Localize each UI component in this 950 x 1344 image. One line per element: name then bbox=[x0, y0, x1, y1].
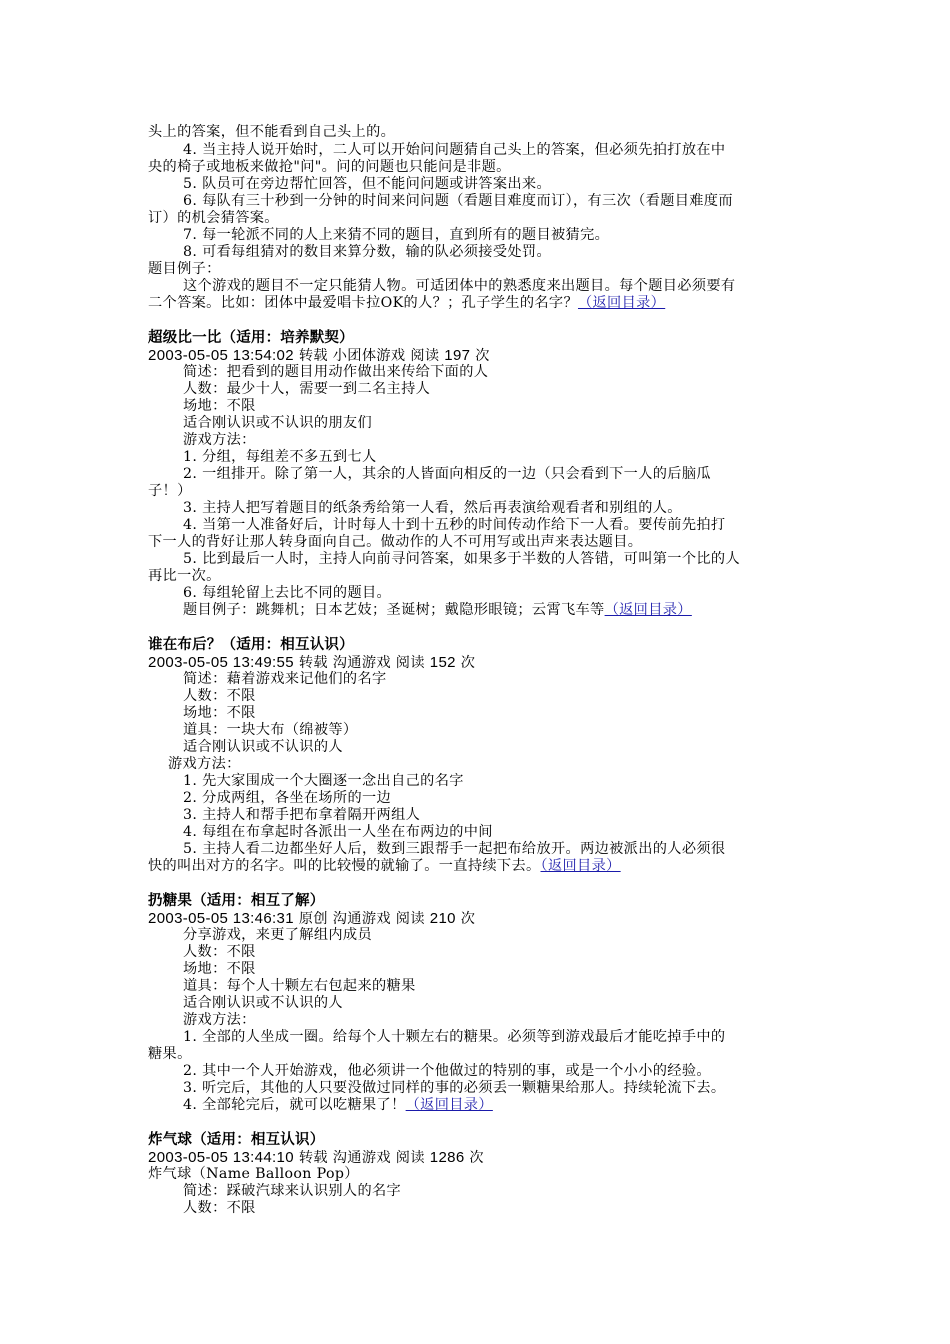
text-line: 2. 其中一个人开始游戏，他必须讲一个他做过的特别的事，或是一个小小的经验。 bbox=[183, 1063, 711, 1079]
text-line: 订）的机会猜答案。 bbox=[148, 210, 279, 226]
text-line: 简述：藉着游戏来记他们的名字 bbox=[183, 671, 387, 687]
section-title: 谁在布后？（适用：相互认识） bbox=[148, 637, 354, 653]
text-span: 二个答案。比如：团体中最爱唱卡拉OK的人？；孔子学生的名字？ bbox=[148, 295, 578, 311]
read-label: 阅读 bbox=[395, 655, 425, 671]
text-line: 6. 每组轮留上去比不同的题目。 bbox=[183, 585, 392, 601]
text-line: 子！） bbox=[148, 483, 192, 499]
read-unit: 次 bbox=[469, 1150, 484, 1166]
text-line: 分享游戏，来更了解组内成员 bbox=[183, 927, 372, 943]
text-line: 下一人的背好让那人转身面向自己。做动作的人不可用写或出声来表达题目。 bbox=[148, 534, 643, 550]
text-line: 道具：一块大布（绵被等） bbox=[183, 722, 358, 738]
text-line: 1. 分组，每组差不多五到七人 bbox=[183, 449, 377, 465]
text-line: 3. 主持人把写着题目的纸条秀给第一人看，然后再表演给观看者和别组的人。 bbox=[183, 500, 682, 516]
post-datetime: 2003-05-05 13:46:31 bbox=[148, 910, 294, 927]
text-line: 1. 先大家围成一个大圈逐一念出自己的名字 bbox=[183, 773, 464, 789]
read-label: 阅读 bbox=[410, 348, 440, 364]
post-source: 转载 bbox=[298, 655, 328, 671]
back-to-toc-link[interactable]: （返回目录） bbox=[405, 1097, 493, 1113]
section-title: 超级比一比（适用：培养默契） bbox=[148, 330, 354, 346]
read-count: 1286 bbox=[429, 1149, 465, 1166]
post-datetime: 2003-05-05 13:49:55 bbox=[148, 654, 294, 671]
text-line: 头上的答案，但不能看到自己头上的。 bbox=[148, 124, 396, 140]
text-line: 人数：不限 bbox=[183, 944, 256, 960]
read-label: 阅读 bbox=[395, 911, 425, 927]
section-title: 扔糖果（适用：相互了解） bbox=[148, 893, 325, 909]
text-line: 3. 听完后，其他的人只要没做过同样的事的必须丢一颗糖果给那人。持续轮流下去。 bbox=[183, 1080, 726, 1096]
section-meta bbox=[148, 347, 818, 365]
back-to-toc-link[interactable]: （返回目录） bbox=[604, 602, 692, 618]
post-category: 沟通游戏 bbox=[332, 655, 391, 671]
text-line: 道具：每个人十颗左右包起来的糖果 bbox=[183, 978, 416, 994]
text-line: 简述：把看到的题目用动作做出来传给下面的人 bbox=[183, 364, 489, 380]
text-line: 糖果。 bbox=[148, 1046, 192, 1062]
text-line: 人数：最少十人，需要一到二名主持人 bbox=[183, 381, 431, 397]
post-source: 原创 bbox=[298, 911, 328, 927]
text-line: 场地：不限 bbox=[183, 398, 256, 414]
post-category: 沟通游戏 bbox=[332, 911, 391, 927]
post-category: 小团体游戏 bbox=[332, 348, 406, 364]
section-meta bbox=[148, 910, 818, 928]
text-line: 2. 一组排开。除了第一人，其余的人皆面向相反的一边（只会看到下一人的后脑瓜 bbox=[183, 466, 711, 482]
text-span: 快的叫出对方的名字。叫的比较慢的就输了。一直持续下去。 bbox=[148, 858, 541, 874]
text-line: 题目例子： bbox=[148, 261, 221, 277]
read-unit: 次 bbox=[460, 911, 476, 927]
text-line bbox=[148, 602, 853, 619]
read-unit: 次 bbox=[475, 348, 490, 364]
text-line: 简述：踩破汽球来认识别人的名字 bbox=[183, 1183, 402, 1199]
text-line bbox=[148, 1097, 853, 1114]
text-line: 游戏方法： bbox=[183, 1012, 256, 1028]
text-line: 场地：不限 bbox=[183, 705, 256, 721]
back-to-toc-link[interactable]: （返回目录） bbox=[540, 858, 621, 874]
read-count: 197 bbox=[444, 347, 471, 364]
text-line: 炸气球（Name Balloon Pop） bbox=[148, 1166, 359, 1182]
text-line: 场地：不限 bbox=[183, 961, 256, 977]
section-meta bbox=[148, 1149, 818, 1167]
text-line: 适合刚认识或不认识的人 bbox=[183, 995, 343, 1011]
text-line: 5. 队员可在旁边帮忙回答，但不能问问题或讲答案出来。 bbox=[183, 176, 551, 192]
post-source: 转载 bbox=[298, 1150, 328, 1166]
post-datetime: 2003-05-05 13:44:10 bbox=[148, 1149, 294, 1166]
text-line: 适合刚认识或不认识的人 bbox=[183, 739, 343, 755]
text-line: 4. 当主持人说开始时，二人可以开始问问题猜自己头上的答案，但必须先拍打放在中 bbox=[183, 142, 726, 158]
text-line: 人数：不限 bbox=[183, 688, 256, 704]
text-line: 8. 可看每组猜对的数目来算分数，输的队必须接受处罚。 bbox=[183, 244, 551, 260]
text-line: 5. 主持人看二边都坐好人后，数到三跟帮手一起把布给放开。两边被派出的人必须很 bbox=[183, 841, 726, 857]
text-line: 这个游戏的题目不一定只能猜人物。可适团体中的熟悉度来出题目。每个题目必须要有 bbox=[183, 278, 736, 294]
text-line bbox=[148, 295, 818, 312]
text-line: 2. 分成两组，各坐在场所的一边 bbox=[183, 790, 392, 806]
text-line: 央的椅子或地板来做抢"问"。问的问题也只能问是非题。 bbox=[148, 159, 511, 175]
text-span: 4. 全部轮完后，就可以吃糖果了！ bbox=[183, 1097, 406, 1113]
text-line: 4. 当第一人准备好后，计时每人十到十五秒的时间传动作给下一人看。要传前先拍打 bbox=[183, 517, 726, 533]
text-line: 游戏方法： bbox=[183, 432, 256, 448]
text-line: 适合刚认识或不认识的朋友们 bbox=[183, 415, 372, 431]
post-source: 转载 bbox=[298, 348, 328, 364]
read-unit: 次 bbox=[460, 655, 476, 671]
text-line bbox=[148, 858, 818, 875]
text-line: 人数：不限 bbox=[183, 1200, 256, 1216]
section-meta bbox=[148, 654, 818, 672]
read-count: 152 bbox=[429, 654, 456, 671]
read-label: 阅读 bbox=[395, 1150, 425, 1166]
text-line: 1. 全部的人坐成一圈。给每个人十颗左右的糖果。必须等到游戏最后才能吃掉手中的 bbox=[183, 1029, 726, 1045]
text-line: 3. 主持人和帮手把布拿着隔开两组人 bbox=[183, 807, 421, 823]
text-line: 7. 每一轮派不同的人上来猜不同的题目，直到所有的题目被猜完。 bbox=[183, 227, 610, 243]
back-to-toc-link[interactable]: （返回目录） bbox=[577, 295, 666, 311]
text-span: 题目例子：跳舞机；日本艺妓；圣诞树；戴隐形眼镜；云霄飞车等 bbox=[183, 602, 605, 618]
text-line: 游戏方法： bbox=[168, 756, 241, 772]
text-line: 4. 每组在布拿起时各派出一人坐在布两边的中间 bbox=[183, 824, 493, 840]
text-line: 6. 每队有三十秒到一分钟的时间来问问题（看题目难度而订），有三次（看题目难度而 bbox=[183, 193, 733, 209]
post-category: 沟通游戏 bbox=[332, 1150, 391, 1166]
post-datetime: 2003-05-05 13:54:02 bbox=[148, 347, 294, 364]
text-line: 再比一次。 bbox=[148, 568, 221, 584]
read-count: 210 bbox=[429, 910, 456, 927]
section-title: 炸气球（适用：相互认识） bbox=[148, 1132, 325, 1148]
text-line: 5. 比到最后一人时，主持人向前寻问答案，如果多于半数的人答错，可叫第一个比的人 bbox=[183, 551, 740, 567]
